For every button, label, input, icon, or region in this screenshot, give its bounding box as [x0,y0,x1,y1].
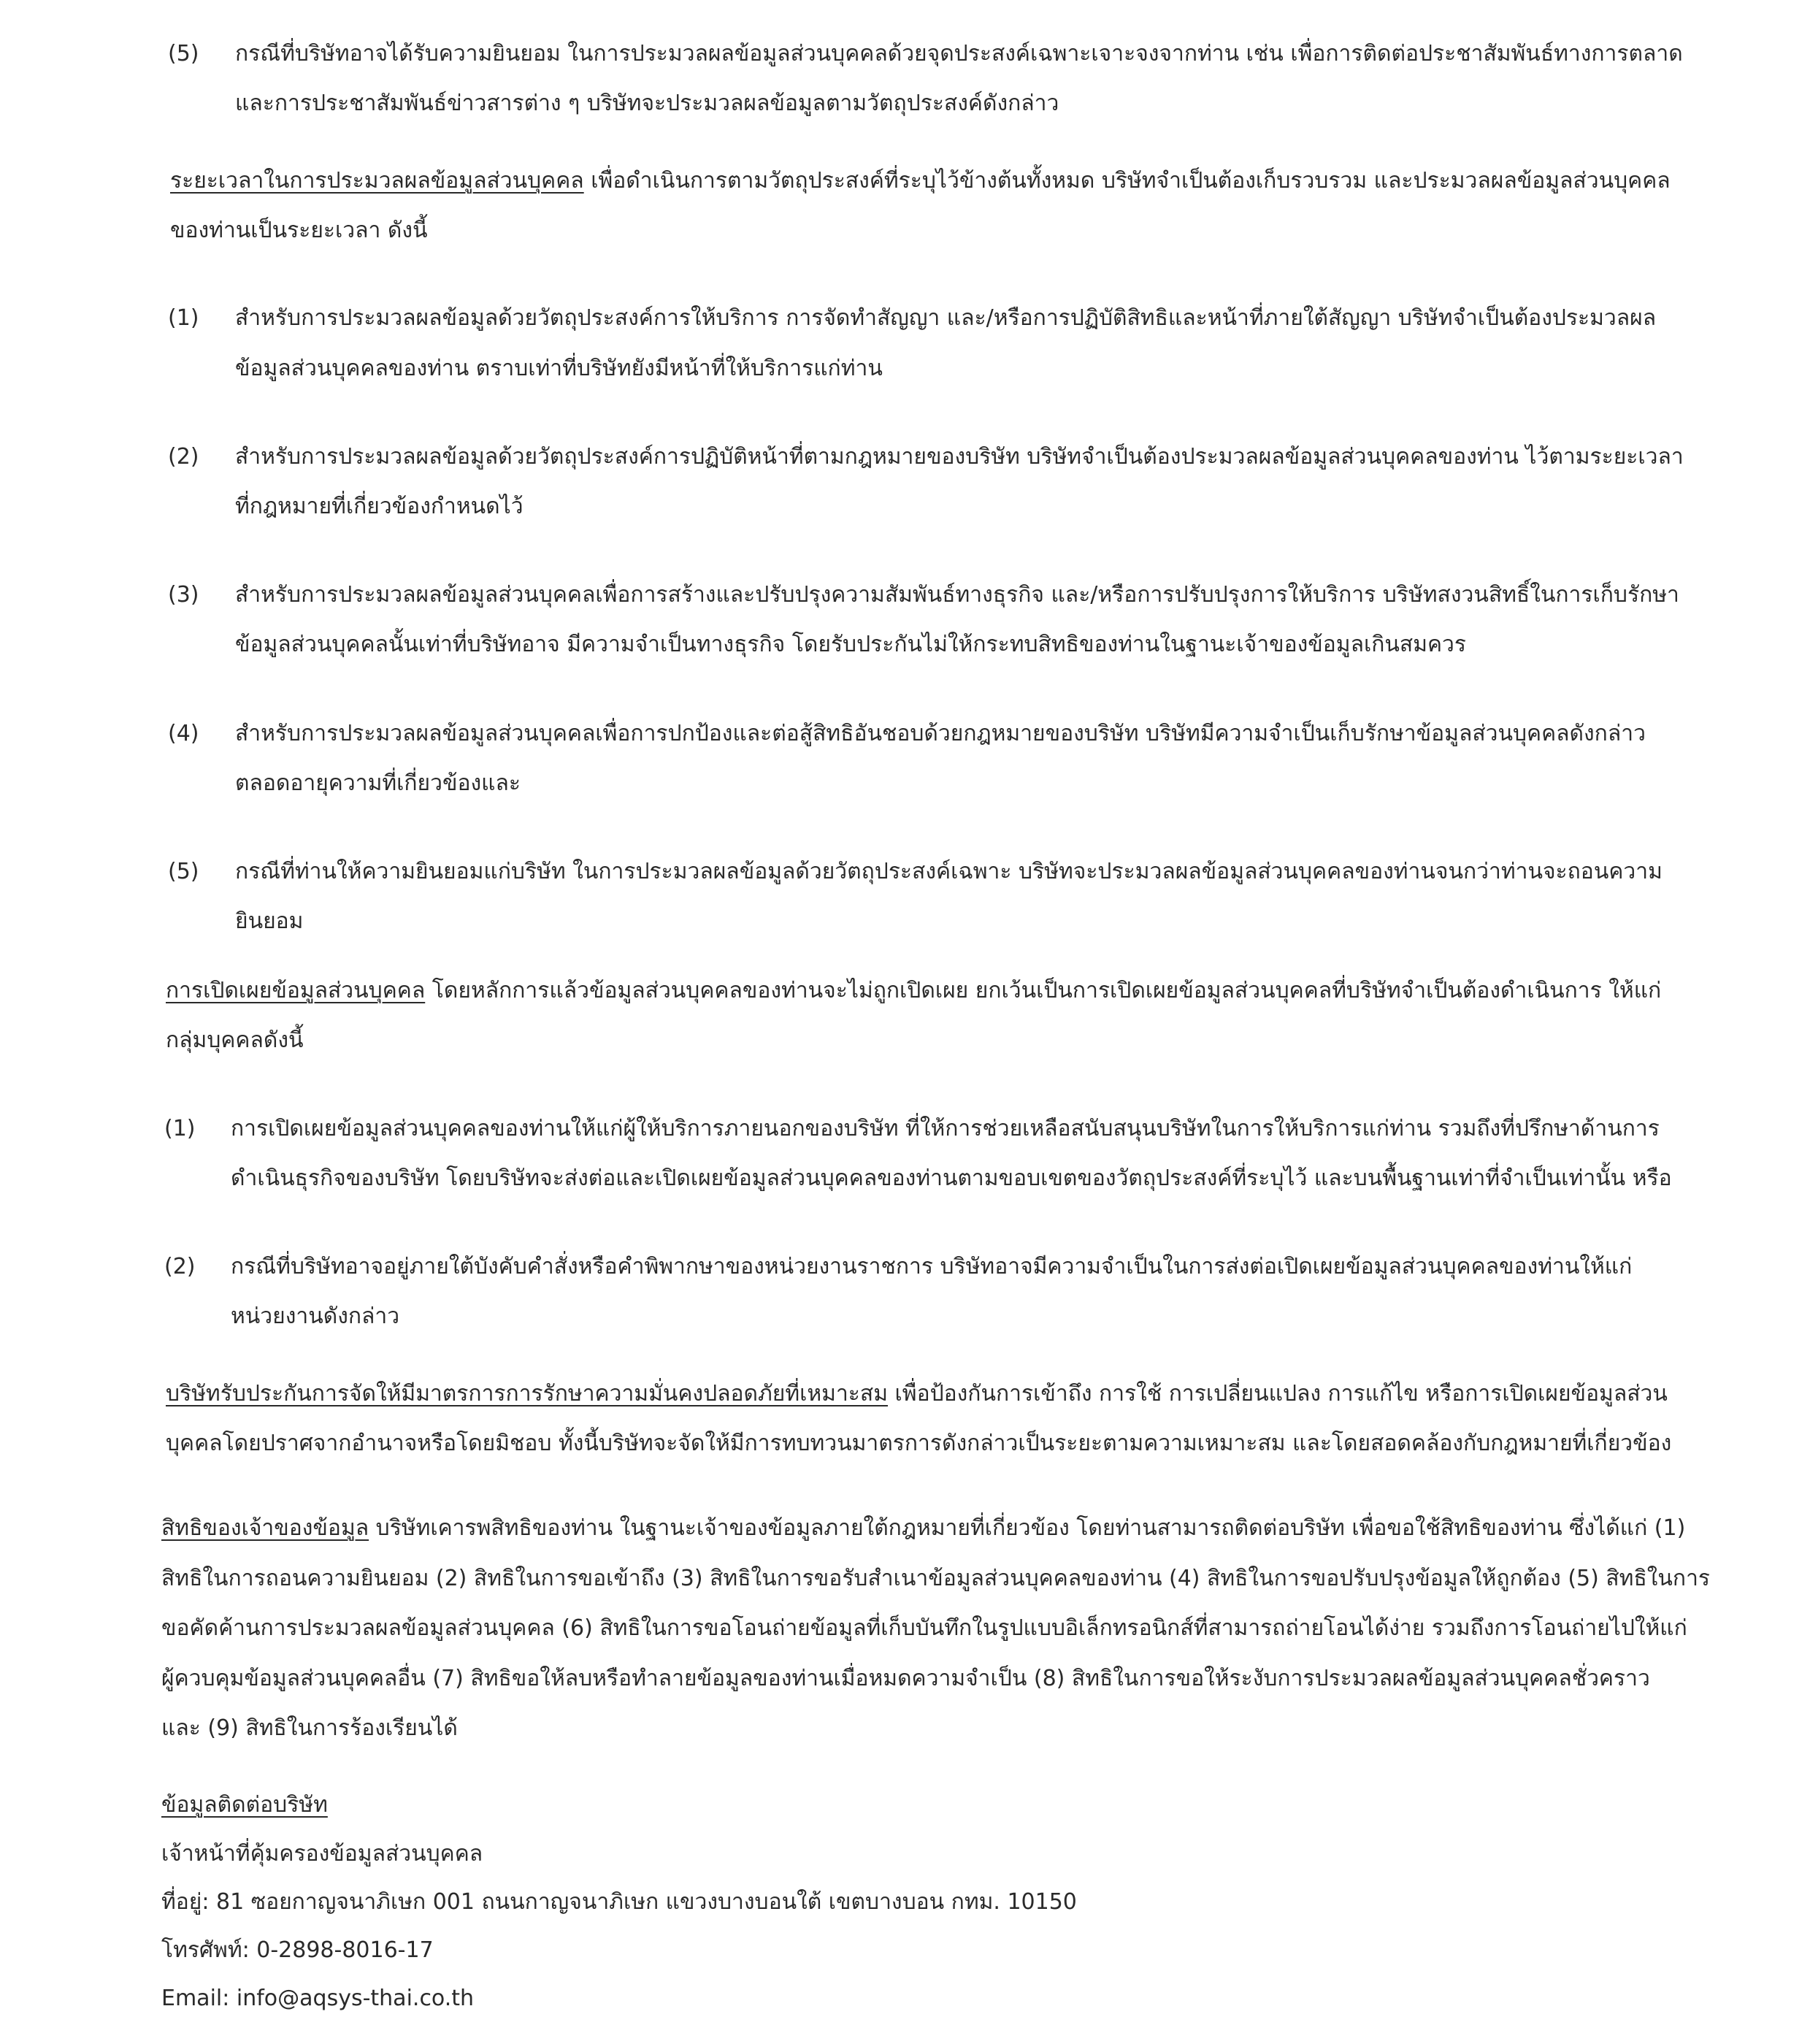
contact-address: ที่อยู่: 81 ซอยกาญจนาภิเษก 001 ถนนกาญจนาภิเษก แขวงบางบอนใต้ เขตบางบอน กทม. 10150 [161,1889,1077,1915]
retention-item-3-number: (3) [168,582,199,608]
retention-heading: ระยะเวลาในการประมวลผลข้อมูลส่วนบุคคล [170,168,584,194]
disclosure-line1-text: โดยหลักการแล้วข้อมูลส่วนบุคคลของท่านจะไม่ถูกเปิดเผย ยกเว้นเป็นการเปิดเผยข้อมูลส่วนบุคคลที่บริษัทจำเป็นต้องดำเนินการ ให้แก่ [425,978,1662,1003]
retention-paragraph-line2: ของท่านเป็นระยะเวลา ดังนี้ [170,218,428,243]
contact-email-line [161,1984,474,2013]
retention-item-2-line2: ที่กฎหมายที่เกี่ยวข้องกำหนดไว้ [235,494,524,519]
security-heading: บริษัทรับประกันการจัดให้มีมาตรการการรักษาความมั่นคงปลอดภัยที่เหมาะสม [166,1381,888,1406]
retention-paragraph-line1 [170,166,1671,196]
rights-paragraph-line5: และ (9) สิทธิในการร้องเรียนได้ [161,1715,458,1741]
rights-line1-text: บริษัทเคารพสิทธิของท่าน ในฐานะเจ้าของข้อมูลภายใต้กฎหมายที่เกี่ยวข้อง โดยท่านสามารถติดต่อบริษัท เพื่อขอใช้สิทธิของท่าน ซึ่งได้แก่ (1) [369,1515,1686,1541]
disclosure-item-2-line1: กรณีที่บริษัทอาจอยู่ภายใต้บังคับคำสั่งหรือคำพิพากษาของหน่วยงานราชการ บริษัทอาจมีความจำเป็นในการส่งต่อเปิดเผยข้อมูลส่วนบุคคลของท่านให้แก่ [231,1254,1633,1279]
contact-officer: เจ้าหน้าที่คุ้มครองข้อมูลส่วนบุคคล [161,1841,483,1867]
disclosure-item-1-line2: ดำเนินธุรกิจของบริษัท โดยบริษัทจะส่งต่อและเปิดเผยข้อมูลส่วนบุคคลของท่านตามขอบเขตของวัตถุประสงค์ที่ระบุไว้ และบนพื้นฐานเท่าที่จำเป็นเท่านั้น หรือ [231,1165,1672,1191]
retention-item-5-number: (5) [168,859,199,884]
rights-paragraph-line1 [161,1514,1685,1543]
retention-item-5-line2: ยินยอม [235,908,304,934]
rights-paragraph-line3: ขอคัดค้านการประมวลผลข้อมูลส่วนบุคคล (6) สิทธิในการขอโอนถ่ายข้อมูลที่เก็บบันทึกในรูปแบบอิเล็กทรอนิกส์ที่สามารถถ่ายโอนได้ง่าย รวมถึงการโอนถ่ายไปให้แก่ [161,1615,1687,1641]
disclosure-item-2-number: (2) [164,1254,196,1279]
retention-item-4-number: (4) [168,721,199,746]
rights-paragraph-line2: สิทธิในการถอนความยินยอม (2) สิทธิในการขอเข้าถึง (3) สิทธิในการขอรับสำเนาข้อมูลส่วนบุคคลของท่าน (4) สิทธิในการขอปรับปรุงข้อมูลให้ถูกต้อง (5) สิทธิในการ [161,1566,1711,1591]
retention-item-2-line1: สำหรับการประมวลผลข้อมูลด้วยวัตถุประสงค์การปฏิบัติหน้าที่ตามกฎหมายของบริษัท บริษัทจำเป็นต้องประมวลผลข้อมูลส่วนบุคคลของท่าน ไว้ตามระยะเวลา [235,444,1684,470]
retention-item-2-number: (2) [168,444,199,470]
disclosure-paragraph-line1 [166,976,1661,1006]
contact-phone: โทรศัพท์: 0-2898-8016-17 [161,1937,434,1963]
security-paragraph-line1 [166,1379,1668,1409]
retention-item-4-line1: สำหรับการประมวลผลข้อมูลส่วนบุคคลเพื่อการปกป้องและต่อสู้สิทธิอันชอบด้วยกฎหมายของบริษัท บริษัทมีความจำเป็นเก็บรักษาข้อมูลส่วนบุคคลดังกล่าว [235,721,1646,746]
disclosure-heading: การเปิดเผยข้อมูลส่วนบุคคล [166,978,426,1003]
intro-item-5-line1: กรณีที่บริษัทอาจได้รับความยินยอม ในการประมวลผลข้อมูลส่วนบุคคลด้วยจุดประสงค์เฉพาะเจาะจงจากท่าน เช่น เพื่อการติดต่อประชาสัมพันธ์ทางการตลาด [235,41,1683,66]
rights-paragraph-line4: ผู้ควบคุมข้อมูลส่วนบุคคลอื่น (7) สิทธิขอให้ลบหรือทำลายข้อมูลของท่านเมื่อหมดความจำเป็น (8) สิทธิในการขอให้ระงับการประมวลผลข้อมูลส่วนบุคคลชั่วคราว [161,1666,1650,1691]
retention-item-3-line2: ข้อมูลส่วนบุคคลนั้นเท่าที่บริษัทอาจ มีความจำเป็นทางธุรกิจ โดยรับประกันไม่ให้กระทบสิทธิของท่านในฐานะเจ้าของข้อมูลเกินสมควร [235,632,1466,657]
retention-item-5-line1: กรณีที่ท่านให้ความยินยอมแก่บริษัท ในการประมวลผลข้อมูลด้วยวัตถุประสงค์เฉพาะ บริษัทจะประมวลผลข้อมูลส่วนบุคคลของท่านจนกว่าท่านจะถอนความ [235,859,1663,884]
retention-item-4-line2: ตลอดอายุความที่เกี่ยวข้องและ [235,770,521,796]
contact-email-label: Email: [161,1986,230,2011]
contact-heading-line [161,1791,328,1820]
retention-item-1-line1: สำหรับการประมวลผลข้อมูลด้วยวัตถุประสงค์การให้บริการ การจัดทำสัญญา และ/หรือการปฏิบัติสิทธิและหน้าที่ภายใต้สัญญา บริษัทจำเป็นต้องประมวลผล [235,305,1657,331]
disclosure-item-1-line1: การเปิดเผยข้อมูลส่วนบุคคลของท่านให้แก่ผู้ให้บริการภายนอกของบริษัท ที่ให้การช่วยเหลือสนับสนุนบริษัทในการให้บริการแก่ท่าน รวมถึงที่ปรึกษาด้านการ [231,1116,1660,1141]
rights-heading: สิทธิของเจ้าของข้อมูล [161,1515,369,1541]
intro-item-5-line2: และการประชาสัมพันธ์ข่าวสารต่าง ๆ บริษัทจะประมวลผลข้อมูลตามวัตถุประสงค์ดังกล่าว [235,91,1059,116]
disclosure-item-2-line2: หน่วยงานดังกล่าว [231,1304,400,1329]
intro-item-5-number: (5) [168,41,199,66]
security-line1-text: เพื่อป้องกันการเข้าถึง การใช้ การเปลี่ยนแปลง การแก้ไข หรือการเปิดเผยข้อมูลส่วน [888,1381,1668,1406]
retention-item-1-number: (1) [168,305,199,331]
retention-item-3-line1: สำหรับการประมวลผลข้อมูลส่วนบุคคลเพื่อการสร้างและปรับปรุงความสัมพันธ์ทางธุรกิจ และ/หรือการปรับปรุงการให้บริการ บริษัทสงวนสิทธิ์ในการเก็บรักษา [235,582,1679,608]
disclosure-item-1-number: (1) [164,1116,196,1141]
retention-item-1-line2: ข้อมูลส่วนบุคคลของท่าน ตราบเท่าที่บริษัทยังมีหน้าที่ให้บริการแก่ท่าน [235,356,883,381]
retention-line1-text: เพื่อดำเนินการตามวัตถุประสงค์ที่ระบุไว้ข้างต้นทั้งหมด บริษัทจำเป็นต้องเก็บรวบรวม และประมวลผลข้อมูลส่วนบุคคล [583,168,1671,194]
security-paragraph-line2: บุคคลโดยปราศจากอำนาจหรือโดยมิชอบ ทั้งนี้บริษัทจะจัดให้มีการทบทวนมาตรการดังกล่าวเป็นระยะตามความเหมาะสม และโดยสอดคล้องกับกฎหมายที่เกี่ยวข้อง [166,1431,1672,1456]
contact-email-value[interactable]: info@aqsys-thai.co.th [229,1986,475,2011]
contact-heading: ข้อมูลติดต่อบริษัท [161,1792,328,1818]
disclosure-paragraph-line2: กลุ่มบุคคลดังนี้ [166,1027,304,1053]
